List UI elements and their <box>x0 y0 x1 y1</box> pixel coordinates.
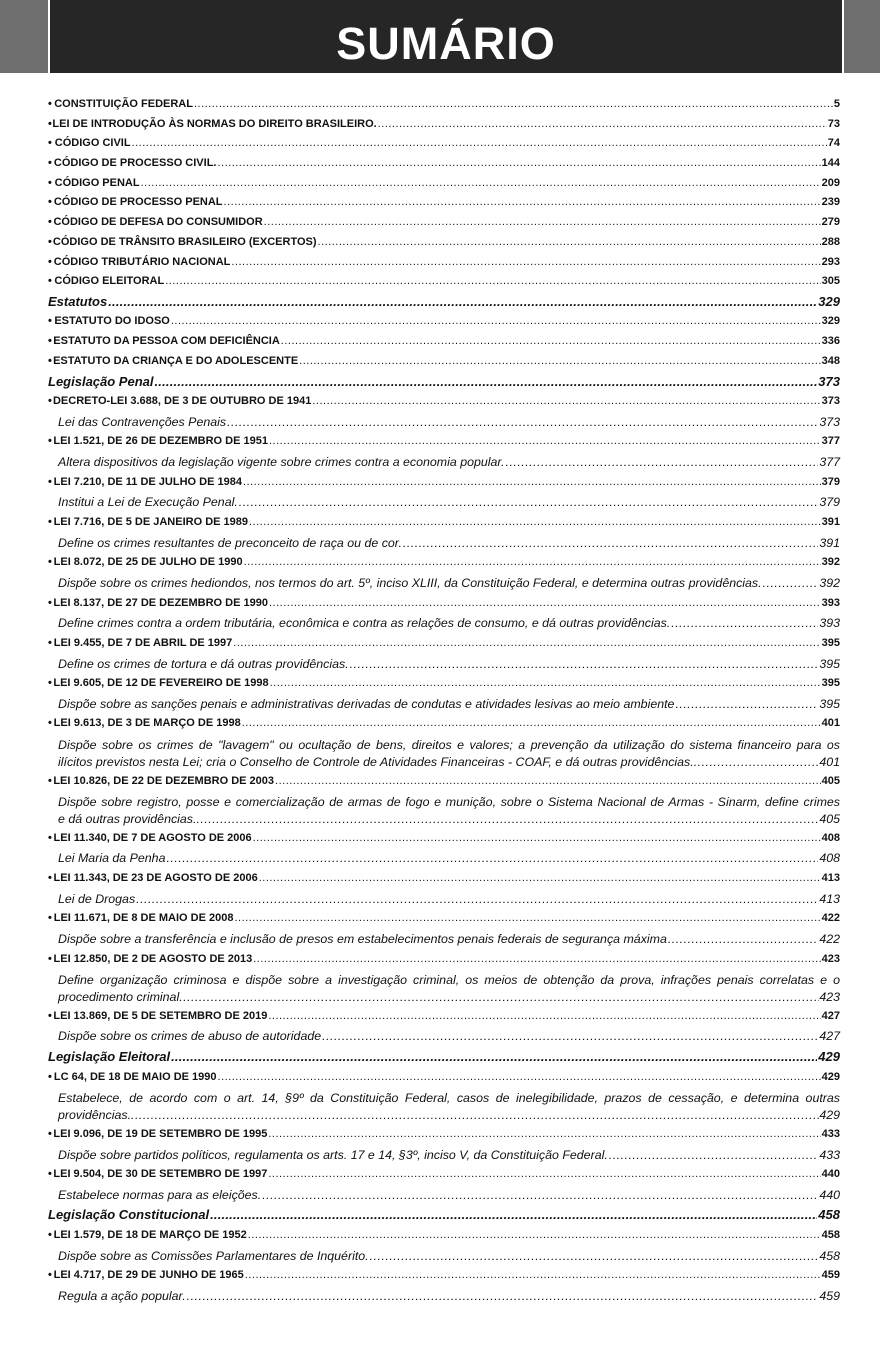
toc-label: Dispõe sobre as sanções penais e administrativas derivadas de condutas e atividades lesivas ao meio ambiente <box>58 696 675 711</box>
bullet-icon: • <box>48 137 52 150</box>
toc-page-number: 377 <box>821 435 840 448</box>
toc-label: Dispõe sobre partidos políticos, regulamenta os arts. 17 e 14, §3º, inciso V, da Constituição Federal. <box>58 1147 608 1162</box>
toc-description[interactable] <box>48 969 840 1007</box>
toc-label: Dispõe sobre as Comissões Parlamentares de Inquérito. <box>58 1248 369 1263</box>
toc-label: LEI 1.579, DE 18 DE MARÇO DE 1952 <box>53 1229 247 1241</box>
toc-label: Define crimes contra a ordem tributária, econômica e contra as relações de consumo, e dá outras providências. <box>58 616 671 631</box>
toc-label: CÓDIGO DE DEFESA DO CONSUMIDOR <box>53 216 263 229</box>
toc-label: LEI 12.850, DE 2 DE AGOSTO DE 2013 <box>53 952 253 965</box>
toc-entry[interactable] <box>48 115 840 135</box>
toc-page-number: 440 <box>821 1168 840 1181</box>
toc-label: LEI 7.716, DE 5 DE JANEIRO DE 1989 <box>53 515 248 528</box>
toc-description-line: ilícitos previstos nesta Lei; cria o Conselho de Controle de Atividades Financeiras - COAF, e dá outras providências. <box>58 754 694 769</box>
bullet-icon: • <box>48 216 52 229</box>
toc-page-number: 288 <box>821 235 840 248</box>
toc-page-number: 73 <box>827 117 840 130</box>
dot-leader <box>234 909 820 929</box>
toc-page-number: 429 <box>818 1049 840 1065</box>
toc-label: Dispõe sobre os crimes hediondos, nos termos do art. 5º, inciso XLIII, da Constituição Federal, e determina outras providências. <box>58 575 762 590</box>
dot-leader <box>312 392 820 412</box>
toc-page-number: 459 <box>821 1269 840 1282</box>
toc-description[interactable] <box>48 492 840 513</box>
page-title: SUMÁRIO <box>336 18 556 69</box>
toc-page-number: 408 <box>819 851 840 866</box>
toc-page-number: 393 <box>819 616 840 631</box>
toc-label: Dispõe sobre a transferência e inclusão de presos em estabelecimentos penais federais de segurança máxima <box>58 932 667 946</box>
bullet-icon: • <box>48 872 52 885</box>
toc-section[interactable] <box>48 292 840 313</box>
toc-entry[interactable] <box>48 432 840 452</box>
dot-leader <box>242 714 821 734</box>
dot-leader <box>166 848 818 869</box>
toc-entry[interactable] <box>48 513 840 533</box>
toc-page-number: 401 <box>819 754 840 769</box>
toc-description-line: e dá outras providências. <box>58 811 197 826</box>
toc-description[interactable] <box>48 791 840 829</box>
toc-description-line: Dispõe sobre os crimes de "lavagem" ou ocultação de bens, direitos e valores; a prevenção da utilização do sistema financeiro para os <box>58 738 840 753</box>
dot-leader <box>268 1007 820 1027</box>
dot-leader <box>141 174 821 194</box>
toc-description[interactable] <box>48 412 840 433</box>
dot-leader <box>370 1246 819 1267</box>
bullet-icon: • <box>48 1127 52 1140</box>
dot-leader <box>210 1205 817 1226</box>
toc-label: LEI 9.504, DE 30 DE SETEMBRO DE 1997 <box>53 1168 268 1181</box>
toc-entry[interactable] <box>48 272 840 292</box>
dot-leader <box>171 312 821 332</box>
dot-leader <box>671 613 818 634</box>
toc-entry[interactable] <box>48 714 840 734</box>
toc-entry[interactable] <box>48 553 840 573</box>
toc-label: Lei das Contravenções Penais <box>58 414 227 429</box>
toc-label: Lei Maria da Penha <box>58 851 166 866</box>
toc-label: LEI 1.521, DE 26 DE DEZEMBRO DE 1951 <box>53 435 268 448</box>
toc-entry[interactable] <box>48 392 840 412</box>
toc-label: Altera dispositivos da legislação vigente sobre crimes contra a economia popular. <box>58 455 505 470</box>
bullet-icon: • <box>48 636 52 649</box>
bullet-icon: • <box>48 1070 52 1083</box>
toc-page-number: 458 <box>821 1229 840 1241</box>
toc-description[interactable] <box>48 654 840 675</box>
bullet-icon: • <box>48 556 52 569</box>
toc-page-number: 305 <box>821 275 840 288</box>
toc-entry[interactable] <box>48 634 840 654</box>
toc-label: ESTATUTO DO IDOSO <box>54 315 170 328</box>
toc-entry[interactable] <box>48 909 840 929</box>
toc-page-number: 429 <box>819 1107 840 1122</box>
bullet-icon: • <box>48 831 52 844</box>
toc-entry[interactable] <box>48 869 840 889</box>
dot-leader <box>194 95 833 115</box>
toc-entry[interactable] <box>48 1068 840 1088</box>
toc-entry[interactable] <box>48 332 840 352</box>
toc-label: LEI 7.210, DE 11 DE JULHO DE 1984 <box>53 475 242 488</box>
toc-entry[interactable] <box>48 253 840 273</box>
toc-page-number: 393 <box>821 596 840 609</box>
toc-description[interactable] <box>48 1286 840 1307</box>
toc-description-line: providências. <box>58 1107 132 1122</box>
toc-page-number: 433 <box>821 1127 840 1140</box>
bullet-icon: • <box>48 1009 52 1022</box>
toc-entry[interactable] <box>48 473 840 493</box>
toc-page-number: 209 <box>821 176 840 189</box>
toc-entry[interactable] <box>48 1007 840 1027</box>
toc-page-number: 391 <box>819 535 840 550</box>
bullet-icon: • <box>48 117 52 130</box>
dot-leader <box>506 452 819 473</box>
dot-leader <box>108 292 817 313</box>
bullet-icon: • <box>48 395 52 408</box>
toc-section[interactable] <box>48 1205 840 1226</box>
dot-leader <box>227 412 818 433</box>
toc-label: CÓDIGO DE PROCESSO PENAL <box>53 196 223 209</box>
bullet-icon: • <box>48 912 52 925</box>
dot-leader <box>196 811 819 828</box>
toc-description[interactable] <box>48 1087 840 1125</box>
toc-page-number: 429 <box>821 1070 840 1083</box>
toc-entry[interactable] <box>48 174 840 194</box>
bullet-icon: • <box>48 98 52 110</box>
toc-page-number: 433 <box>819 1147 840 1162</box>
toc-entry[interactable] <box>48 829 840 849</box>
dot-leader <box>281 332 821 352</box>
dot-leader <box>231 253 820 273</box>
toc-page-number: 379 <box>819 495 840 510</box>
toc-page-number: 395 <box>821 636 840 649</box>
toc-label: LEI 10.826, DE 22 DE DEZEMBRO DE 2003 <box>53 774 275 787</box>
toc-page-number: 459 <box>819 1288 840 1303</box>
toc-description[interactable] <box>48 889 840 910</box>
toc-page-number: 392 <box>819 575 840 590</box>
dot-leader <box>244 553 821 573</box>
bullet-icon: • <box>48 596 52 609</box>
toc-page-number: 348 <box>821 354 840 367</box>
bullet-icon: • <box>48 952 52 965</box>
toc-entry[interactable] <box>48 213 840 233</box>
bullet-icon: • <box>48 774 52 787</box>
toc-description[interactable] <box>48 848 840 869</box>
dot-leader <box>269 594 821 614</box>
bullet-icon: • <box>48 315 52 328</box>
toc-entry[interactable] <box>48 674 840 694</box>
toc-entry[interactable] <box>48 312 840 332</box>
dot-leader <box>187 1286 819 1307</box>
toc-entry[interactable] <box>48 1266 840 1286</box>
dot-leader <box>268 1125 820 1145</box>
toc-label: LEI DE INTRODUÇÃO ÀS NORMAS DO DIREITO BRASILEIRO. <box>52 117 377 130</box>
toc-page-number: 377 <box>819 455 840 470</box>
toc-label: Institui a Lei de Execução Penal. <box>58 495 238 510</box>
toc-description[interactable] <box>48 1246 840 1267</box>
toc-label: CÓDIGO DE PROCESSO CIVIL. <box>53 157 217 170</box>
dot-leader <box>318 233 821 253</box>
toc-page-number: 329 <box>818 293 840 309</box>
toc-page-number: 5 <box>833 98 840 110</box>
dot-leader <box>269 432 821 452</box>
toc-entry[interactable] <box>48 1226 840 1246</box>
toc-entry[interactable] <box>48 134 840 154</box>
bullet-icon: • <box>48 515 52 528</box>
toc-description-line: Estabelece, de acordo com o art. 14, §9º da Constituição Federal, casos de inelegibilidade, prazos de cessação, e determina outras <box>58 1091 840 1106</box>
toc-description[interactable] <box>48 573 840 594</box>
toc-page-number: 279 <box>821 216 840 229</box>
toc-description-line: procedimento criminal <box>58 989 180 1004</box>
bullet-icon: • <box>48 677 52 690</box>
toc-page-number: 395 <box>819 696 840 711</box>
bullet-icon: • <box>48 354 52 367</box>
toc-label: CÓDIGO CIVIL <box>54 137 131 150</box>
toc-description[interactable] <box>48 694 840 715</box>
toc-page-number: 458 <box>818 1207 840 1223</box>
toc-page-number: 440 <box>819 1187 840 1202</box>
toc-label: Legislação Constitucional <box>48 1207 210 1223</box>
toc-page-number: 405 <box>819 811 840 826</box>
toc-entry[interactable] <box>48 233 840 253</box>
toc-label: CÓDIGO TRIBUTÁRIO NACIONAL <box>53 255 231 268</box>
bullet-icon: • <box>48 157 52 170</box>
toc-entry[interactable] <box>48 1125 840 1145</box>
toc-page-number: 373 <box>819 414 840 429</box>
dot-leader <box>239 492 819 513</box>
dot-leader <box>171 1047 817 1068</box>
bullet-icon: • <box>48 1168 52 1181</box>
toc-entry[interactable] <box>48 193 840 213</box>
toc-label: Dispõe sobre os crimes de abuso de autoridade <box>58 1029 322 1044</box>
dot-leader <box>668 929 818 950</box>
dot-leader <box>350 654 819 675</box>
dot-leader <box>378 115 827 135</box>
toc-page-number: 413 <box>819 891 840 906</box>
toc-entry[interactable] <box>48 352 840 372</box>
dot-leader <box>763 573 819 594</box>
toc-page-number: 379 <box>821 475 840 488</box>
dot-leader <box>275 772 821 792</box>
toc-page-number: 293 <box>821 255 840 268</box>
toc-page-number: 422 <box>821 912 840 925</box>
toc-label: ESTATUTO DA PESSOA COM DEFICIÊNCIA <box>53 335 280 348</box>
dot-leader <box>179 989 819 1006</box>
toc-label: CÓDIGO PENAL <box>54 176 140 189</box>
toc-page-number: 373 <box>821 395 840 408</box>
dot-leader <box>248 1226 821 1246</box>
dot-leader <box>694 754 820 771</box>
dot-leader <box>131 1107 819 1124</box>
toc-label: LEI 11.343, DE 23 DE AGOSTO DE 2006 <box>53 872 258 885</box>
toc-description-line: Define organização criminosa e dispõe sobre a investigação criminal, os meios de obtenção da prova, infrações penais correlatas e o <box>58 973 840 988</box>
toc-page-number: 413 <box>821 872 840 885</box>
toc-description[interactable] <box>48 452 840 473</box>
toc-label: LEI 9.455, DE 7 DE ABRIL DE 1997 <box>53 636 233 649</box>
toc-label: ESTATUTO DA CRIANÇA E DO ADOLESCENTE <box>53 354 299 367</box>
dot-leader <box>299 352 820 372</box>
bullet-icon: • <box>48 255 52 268</box>
dot-leader <box>253 950 820 970</box>
bullet-icon: • <box>48 717 52 730</box>
toc-entry[interactable] <box>48 95 840 115</box>
dot-leader <box>268 1165 820 1185</box>
toc-label: LC 64, DE 18 DE MAIO DE 1990 <box>53 1070 217 1083</box>
toc-label: LEI 8.137, DE 27 DE DEZEMBRO DE 1990 <box>53 596 268 609</box>
dot-leader <box>155 372 818 393</box>
toc-entry[interactable] <box>48 950 840 970</box>
bullet-icon: • <box>48 1229 52 1241</box>
toc-description[interactable] <box>48 734 840 772</box>
bullet-icon: • <box>48 1269 52 1282</box>
dot-leader <box>609 1145 819 1166</box>
toc-label: Lei de Drogas <box>58 891 136 906</box>
toc-label: Regula a ação popular. <box>58 1288 186 1303</box>
toc-label: DECRETO-LEI 3.688, DE 3 DE OUTUBRO DE 1941 <box>52 395 312 408</box>
bullet-icon: • <box>48 475 52 488</box>
toc-page-number: 458 <box>819 1248 840 1263</box>
table-of-contents <box>48 95 840 1307</box>
dot-leader <box>264 213 821 233</box>
toc-label: Define os crimes resultantes de preconceito de raça ou de cor. <box>58 535 402 550</box>
toc-page-number: 423 <box>821 952 840 965</box>
dot-leader <box>322 1026 818 1047</box>
toc-description-line: Dispõe sobre registro, posse e comercialização de armas de fogo e munição, sobre o Sistema Nacional de Armas - Sinarm, define crimes <box>58 795 840 810</box>
toc-page-number: 329 <box>821 315 840 328</box>
toc-description[interactable] <box>48 613 840 634</box>
toc-label: Define os crimes de tortura e dá outras providências. <box>58 656 349 671</box>
toc-label: CÓDIGO DE TRÂNSITO BRASILEIRO (EXCERTOS) <box>52 235 317 248</box>
dot-leader <box>270 674 821 694</box>
toc-description[interactable] <box>48 929 840 950</box>
toc-page-number: 144 <box>821 157 840 170</box>
toc-entry[interactable] <box>48 154 840 174</box>
bullet-icon: • <box>48 435 52 448</box>
toc-label: LEI 9.605, DE 12 DE FEVEREIRO DE 1998 <box>53 677 269 690</box>
toc-page-number: 422 <box>819 932 840 946</box>
toc-entry[interactable] <box>48 772 840 792</box>
toc-label: Estabelece normas para as eleições. <box>58 1187 262 1202</box>
toc-page-number: 395 <box>819 656 840 671</box>
toc-label: Estatutos <box>48 293 108 309</box>
bullet-icon: • <box>48 176 52 189</box>
bullet-icon: • <box>48 196 52 209</box>
toc-description[interactable] <box>48 1185 840 1206</box>
toc-description[interactable] <box>48 1026 840 1047</box>
toc-page-number: 427 <box>819 1029 840 1044</box>
toc-label: LEI 11.340, DE 7 DE AGOSTO DE 2006 <box>53 831 252 844</box>
dot-leader <box>403 533 818 554</box>
toc-description[interactable] <box>48 1145 840 1166</box>
dot-leader <box>136 889 818 910</box>
toc-label: CÓDIGO ELEITORAL <box>54 275 165 288</box>
toc-page-number: 239 <box>821 196 840 209</box>
dot-leader <box>217 154 820 174</box>
toc-label: LEI 8.072, DE 25 DE JULHO DE 1990 <box>53 556 243 569</box>
dot-leader <box>259 869 821 889</box>
toc-page-number: 423 <box>819 989 840 1004</box>
toc-page-number: 408 <box>821 831 840 844</box>
toc-label: LEI 4.717, DE 29 DE JUNHO DE 1965 <box>53 1269 244 1282</box>
toc-label: Legislação Eleitoral <box>48 1049 171 1065</box>
title-banner <box>48 0 844 73</box>
toc-section[interactable] <box>48 1047 840 1068</box>
dot-leader <box>262 1185 818 1206</box>
dot-leader <box>249 513 821 533</box>
dot-leader <box>218 1068 821 1088</box>
toc-page-number: 373 <box>818 373 840 389</box>
toc-page-number: 392 <box>821 556 840 569</box>
bullet-icon: • <box>48 235 52 248</box>
toc-section[interactable] <box>48 372 840 393</box>
dot-leader <box>224 193 821 213</box>
toc-entry[interactable] <box>48 1165 840 1185</box>
toc-label: LEI 9.096, DE 19 DE SETEMBRO DE 1995 <box>53 1127 268 1140</box>
toc-label: CONSTITUIÇÃO FEDERAL <box>54 98 193 110</box>
toc-page-number: 74 <box>827 137 840 150</box>
toc-label: LEI 11.671, DE 8 DE MAIO DE 2008 <box>53 912 234 925</box>
toc-description[interactable] <box>48 533 840 554</box>
toc-page-number: 427 <box>821 1009 840 1022</box>
bullet-icon: • <box>48 275 52 288</box>
dot-leader <box>243 473 821 493</box>
dot-leader <box>233 634 820 654</box>
dot-leader <box>165 272 820 292</box>
toc-page-number: 395 <box>821 677 840 690</box>
dot-leader <box>253 829 821 849</box>
dot-leader <box>245 1266 821 1286</box>
toc-page-number: 336 <box>821 335 840 348</box>
toc-page-number: 401 <box>821 717 840 730</box>
dot-leader <box>132 134 827 154</box>
bullet-icon: • <box>48 335 52 348</box>
toc-page-number: 391 <box>821 515 840 528</box>
dot-leader <box>675 694 818 715</box>
toc-page-number: 405 <box>821 774 840 787</box>
toc-label: LEI 9.613, DE 3 DE MARÇO DE 1998 <box>53 717 241 730</box>
toc-entry[interactable] <box>48 594 840 614</box>
toc-label: Legislação Penal <box>48 373 154 389</box>
toc-label: LEI 13.869, DE 5 DE SETEMBRO DE 2019 <box>53 1009 268 1022</box>
